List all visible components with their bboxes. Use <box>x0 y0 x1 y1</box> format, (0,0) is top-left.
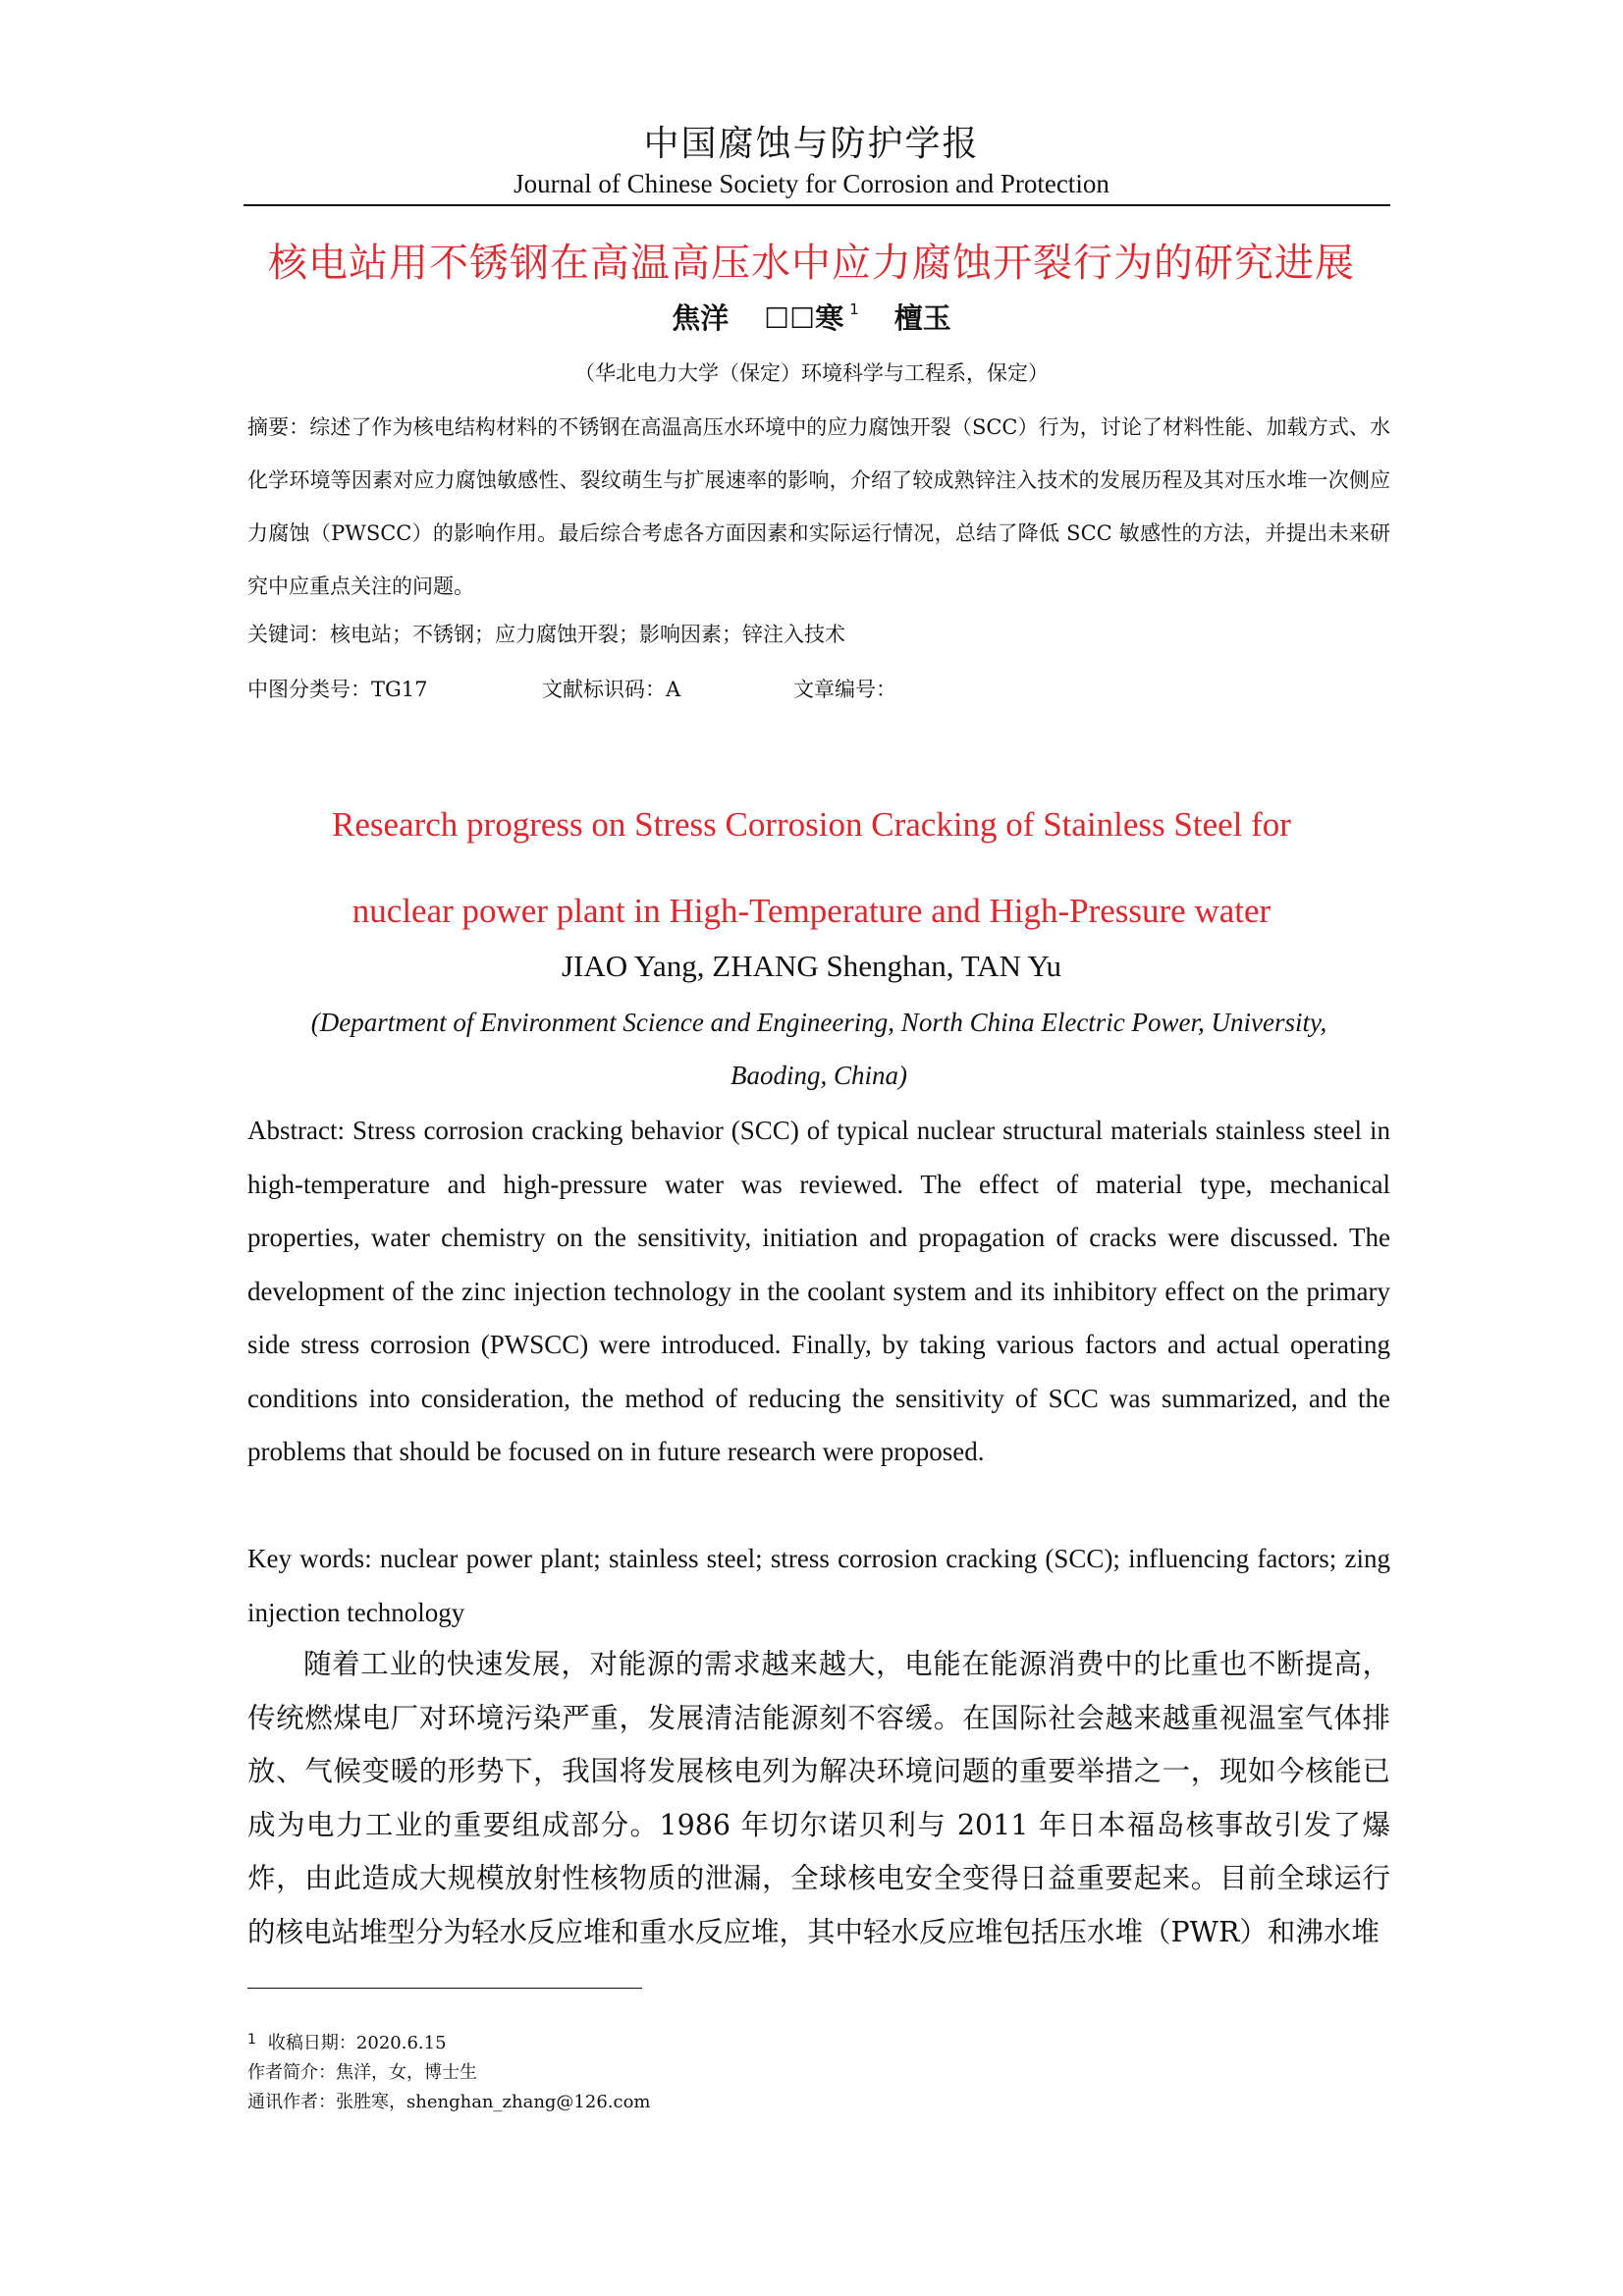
footnote-author-intro: 作者简介：焦洋，女，博士生 <box>247 2062 477 2083</box>
author-3: 檀玉 <box>893 301 951 335</box>
affiliation-cn: （华北电力大学（保定）环境科学与工程系，保定） <box>574 361 1049 385</box>
title-en-line-2: nuclear power plant in High-Temperature and High-Pressure water <box>352 892 1271 930</box>
authors-cn <box>0 297 1623 337</box>
footnote-corresponding: 通讯作者：张胜寒，shenghan_zhang@126.com <box>247 2092 651 2112</box>
article-number: 文章编号： <box>793 678 896 701</box>
author-footnote-mark: 1 <box>849 301 859 318</box>
header-rule <box>243 204 1390 206</box>
article-title-cn: 核电站用不锈钢在高温高压水中应力腐蚀开裂行为的研究进展 <box>268 241 1355 286</box>
affiliation-en-line-2: Baoding, China) <box>730 1061 907 1090</box>
classification-code: 中图分类号：TG17 <box>247 678 428 701</box>
abstract-en: Abstract: Stress corrosion cracking behavior (SCC) of typical nuclear structural materials stainless steel in high-temperature and high-pressure water was reviewed. The effect of material type, mechanical properties, water chemistry on the sensitivity, initiation and propagation of cracks were discussed. The development of the zinc injection technology in the coolant system and its inhibitory effect on the primary side stress corrosion (PWSCC) were introduced. Finally, by taking various factors and actual operating conditions into consideration, the method of reducing the sensitivity of SCC was summarized, and the problems that should be focused on in future research were proposed. <box>247 1116 1390 1466</box>
keywords-en: Key words: nuclear power plant; stainless steel; stress corrosion cracking (SCC); influencing factors; zing injection technology <box>247 1544 1390 1627</box>
journal-name-en: Journal of Chinese Society for Corrosion and Protection <box>514 169 1109 198</box>
received-date: 收稿日期：2020.6.15 <box>267 2033 447 2053</box>
author-2: ☐☐寒 <box>764 301 844 335</box>
document-code: 文献标识码：A <box>542 678 681 701</box>
affiliation-en-line-1: (Department of Environment Science and Engineering, North China Electric Power, University, <box>310 1008 1327 1037</box>
title-en-line-1: Research progress on Stress Corrosion Cracking of Stainless Steel for <box>332 805 1291 844</box>
article-title-en <box>0 782 1623 955</box>
footnote-received <box>247 2029 1390 2054</box>
affiliation-en <box>247 996 1390 1102</box>
abstract-cn: 摘要：综述了作为核电结构材料的不锈钢在高温高压水环境中的应力腐蚀开裂（SCC）行为，讨论了材料性能、加载方式、水化学环境等因素对应力腐蚀敏感性、裂纹萌生与扩展速率的影响，介绍了较成熟锌注入技术的发展历程及其对压水堆一次侧应力腐蚀（PWSCC）的影响作用。最后综合考虑各方面因素和实际运行情况，总结了降低 SCC 敏感性的方法，并提出未来研究中应重点关注的问题。 <box>247 415 1390 598</box>
footnote-mark: 1 <box>247 2032 256 2048</box>
author-1: 焦洋 <box>672 301 730 335</box>
journal-name-cn: 中国腐蚀与防护学报 <box>643 124 980 164</box>
keywords-cn: 关键词：核电站；不锈钢；应力腐蚀开裂；影响因素；锌注入技术 <box>247 623 845 646</box>
body-paragraph: 随着工业的快速发展，对能源的需求越来越大，电能在能源消费中的比重也不断提高，传统燃煤电厂对环境污染严重，发展清洁能源刻不容缓。在国际社会越来越重视温室气体排放、气候变暖的形势下，我国将发展核电列为解决环境问题的重要举措之一，现如今核能已成为电力工业的重要组成部分。1986 年切尔诺贝利与 2011 年日本福岛核事故引发了爆炸，由此造成大规模放射性核物质的泄漏，全球核电安全变得日益重要起来。目前全球运行的核电站堆型分为轻水反应堆和重水反应堆，其中轻水反应堆包括压水堆（PWR）和沸水堆 <box>247 1648 1390 1948</box>
footnote-rule <box>247 1988 642 1989</box>
authors-en: JIAO Yang, ZHANG Shenghan, TAN Yu <box>561 949 1062 983</box>
